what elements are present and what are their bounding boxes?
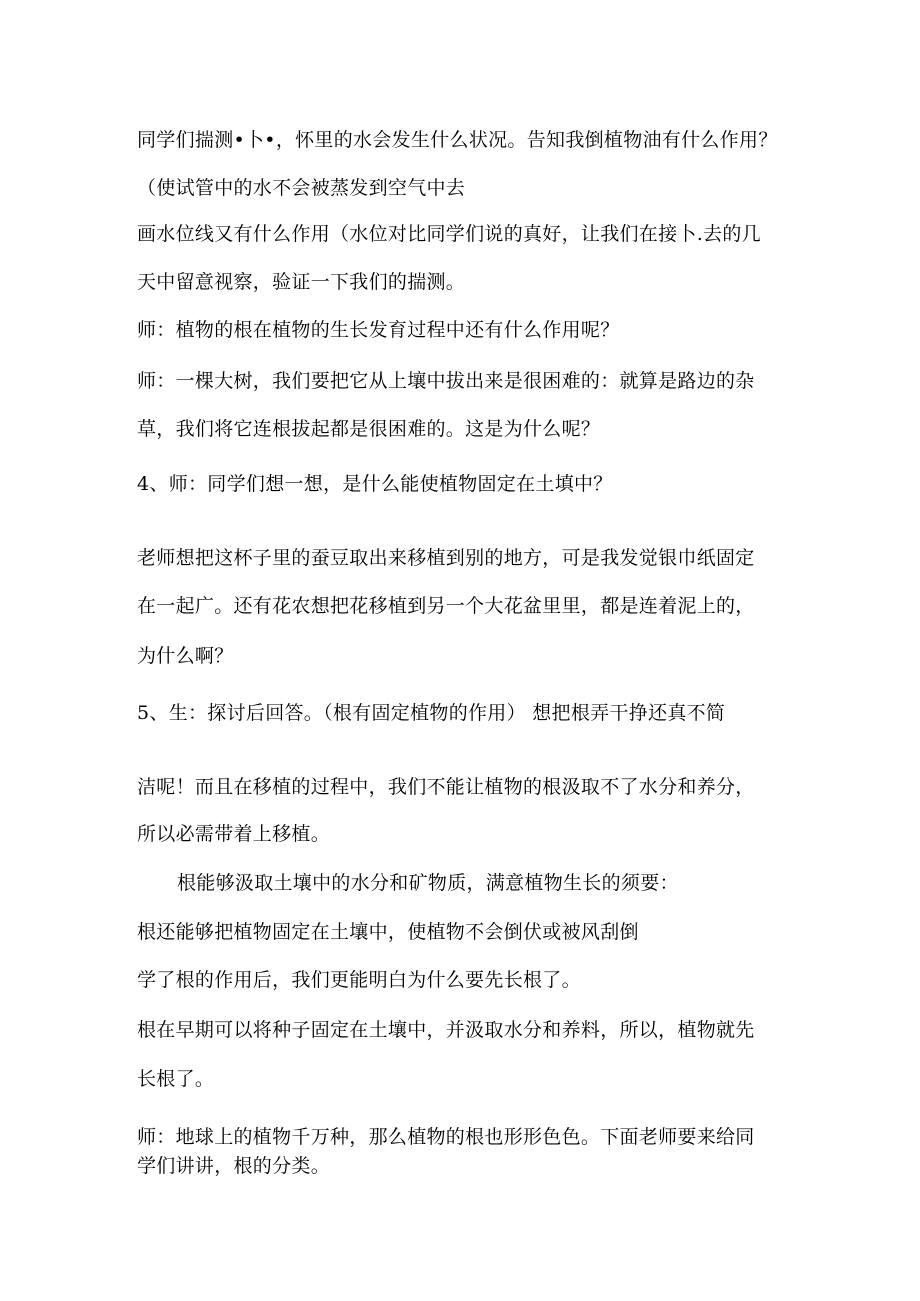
text-line: 师：植物的根在植物的生长发育过程中还有什么作用呢？ [137,319,620,341]
text-line: 5、生：探讨后回答。（根有固定植物的作用） 想把根弄干挣还真不简 [137,702,726,724]
text-line: 4、师：同学们想一想，是什么能使植物固定在土填中？ [137,473,613,495]
text-line: 草，我们将它连根拔起都是很困难的。这是为什么呢？ [137,418,601,440]
text-line: 学们讲讲，根的分类。 [137,1155,331,1177]
text-line: 长根了。 [137,1068,215,1090]
text-line: 天中留意视察，验证一下我们的揣测。 [137,271,466,293]
text-line: 师：地球上的植物千万种，那么植物的根也形形色色。下面老师要来给同 [137,1126,755,1148]
text-line: （使试管中的水不会被蒸发到空气中去 [137,177,466,199]
text-line: 师：一棵大树，我们要把它从上壤中拔出来是很困难的：就算是路边的杂 [137,370,755,392]
text-line: 画水位线又有什么作用（水位对比同学们说的真好，让我们在接卜.去的几 [137,223,761,245]
text-line: 为什么啊？ [137,645,234,667]
text-line: 根能够汲取土壤中的水分和矿物质，满意植物生长的须要： [177,872,679,894]
text-line: 根还能够把植物固定在土壤中，使植物不会倒伏或被风刮倒 [137,921,639,943]
text-line: 在一起广。还有花农想把花移植到另一个大花盆里里，都是连着泥上的， [137,595,755,617]
text-line: 同学们揣测•卜•，怀里的水会发生什么状况。告知我倒植物油有什么作用？ [137,129,778,151]
text-line: 洁呢！而且在移植的过程中，我们不能让植物的根汲取不了水分和养分， [137,776,755,798]
text-line: 老师想把这杯子里的蚕豆取出来移植到别的地方，可是我发觉银巾纸固定 [137,547,755,569]
text-line: 所以必需带着上移植。 [137,823,331,845]
text-line: 根在早期可以将种子固定在土壤中，并汲取水分和养料，所以，植物就先 [137,1019,755,1041]
text-line: 学了根的作用后，我们更能明白为什么要先长根了。 [137,969,581,991]
